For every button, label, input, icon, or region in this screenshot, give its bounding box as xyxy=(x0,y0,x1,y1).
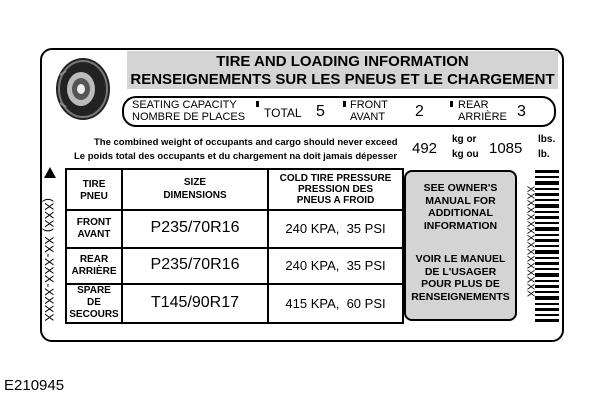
rear-label-en: REAR xyxy=(458,99,489,111)
kg-unit-en: kg or xyxy=(452,134,477,145)
row-label: SPARE xyxy=(77,285,111,296)
row-label: SECOURS xyxy=(69,309,119,320)
row-pressure: 240 KPA, 35 PSI xyxy=(285,221,386,236)
notice-fr-line: VOIR LE MANUEL xyxy=(415,253,506,265)
tire-icon xyxy=(52,55,114,123)
row-label: FRONT xyxy=(76,217,112,228)
notice-en-line: ADDITIONAL xyxy=(428,207,493,219)
front-value: 2 xyxy=(415,103,424,120)
right-part-code: XXXXXXXXXXXXXXXX xyxy=(524,185,536,298)
notice-fr-line: RENSEIGNEMENTS xyxy=(411,290,510,303)
row-size: T145/90R17 xyxy=(150,294,240,311)
notice-fr-line: POUR PLUS DE xyxy=(421,278,500,290)
header-tire-en: TIRE xyxy=(82,179,106,190)
left-part-code: (XXX) XX-XXX-XXXX xyxy=(42,198,56,322)
seating-label-en: SEATING CAPACITY xyxy=(132,99,237,111)
table-row xyxy=(67,254,121,278)
table-row xyxy=(67,217,121,241)
header-tire-fr: PNEU xyxy=(80,191,108,202)
row-pressure: 415 KPA, 60 PSI xyxy=(285,296,386,311)
header-size-fr: DIMENSIONS xyxy=(163,190,227,201)
total-label: TOTAL xyxy=(264,106,302,120)
notice-en-line: SEE OWNER'S xyxy=(423,182,498,194)
kg-unit-fr: kg ou xyxy=(452,149,479,160)
table-row xyxy=(67,285,121,321)
kg-value: 492 xyxy=(412,140,438,157)
separator-mark xyxy=(450,101,453,107)
lbs-unit-fr: lb. xyxy=(538,149,550,160)
rear-value: 3 xyxy=(517,103,526,120)
row-label: DE xyxy=(87,297,101,308)
row-size: P235/70R16 xyxy=(150,219,240,236)
weight-text-fr: Le poids total des occupants et du chargement na doit jamais dépesser xyxy=(74,151,398,162)
title-bar xyxy=(127,51,558,89)
figure-id: E210945 xyxy=(4,377,65,394)
total-value: 5 xyxy=(316,103,325,120)
row-size: P235/70R16 xyxy=(150,256,240,273)
barcode xyxy=(535,170,559,322)
triangle-marker-icon xyxy=(44,167,56,179)
header-pressure-l1: COLD TIRE PRESSURE xyxy=(279,173,392,184)
header-pressure-l3: PNEUS A FROID xyxy=(296,195,375,206)
title-french: RENSEIGNEMENTS SUR LES PNEUS ET LE CHARGEMENT xyxy=(130,71,555,88)
lbs-unit-en: lbs. xyxy=(538,134,556,145)
weight-text-en: The combined weight of occupants and cargo should never exceed xyxy=(94,137,398,148)
front-label-fr: AVANT xyxy=(350,111,386,123)
header-pressure-l2: PRESSION DES xyxy=(297,184,374,195)
owners-manual-notice xyxy=(404,170,517,321)
row-label: AVANT xyxy=(77,229,111,240)
row-label: ARRIÈRE xyxy=(71,266,117,277)
notice-en-line: INFORMATION xyxy=(423,219,498,232)
front-label-en: FRONT xyxy=(350,99,388,111)
seating-label-fr: NOMBRE DE PLACES xyxy=(132,111,246,123)
row-pressure: 240 KPA, 35 PSI xyxy=(285,258,386,273)
lbs-value: 1085 xyxy=(489,140,523,157)
separator-mark xyxy=(343,101,346,107)
separator-mark xyxy=(256,101,259,107)
title-english: TIRE AND LOADING INFORMATION xyxy=(216,53,469,70)
row-label: REAR xyxy=(79,254,109,265)
rear-label-fr: ARRIÈRE xyxy=(458,111,507,123)
notice-fr-line: DE L'USAGER xyxy=(424,265,497,278)
header-size-en: SIZE xyxy=(183,177,207,188)
notice-en-line: MANUAL FOR xyxy=(425,194,496,207)
